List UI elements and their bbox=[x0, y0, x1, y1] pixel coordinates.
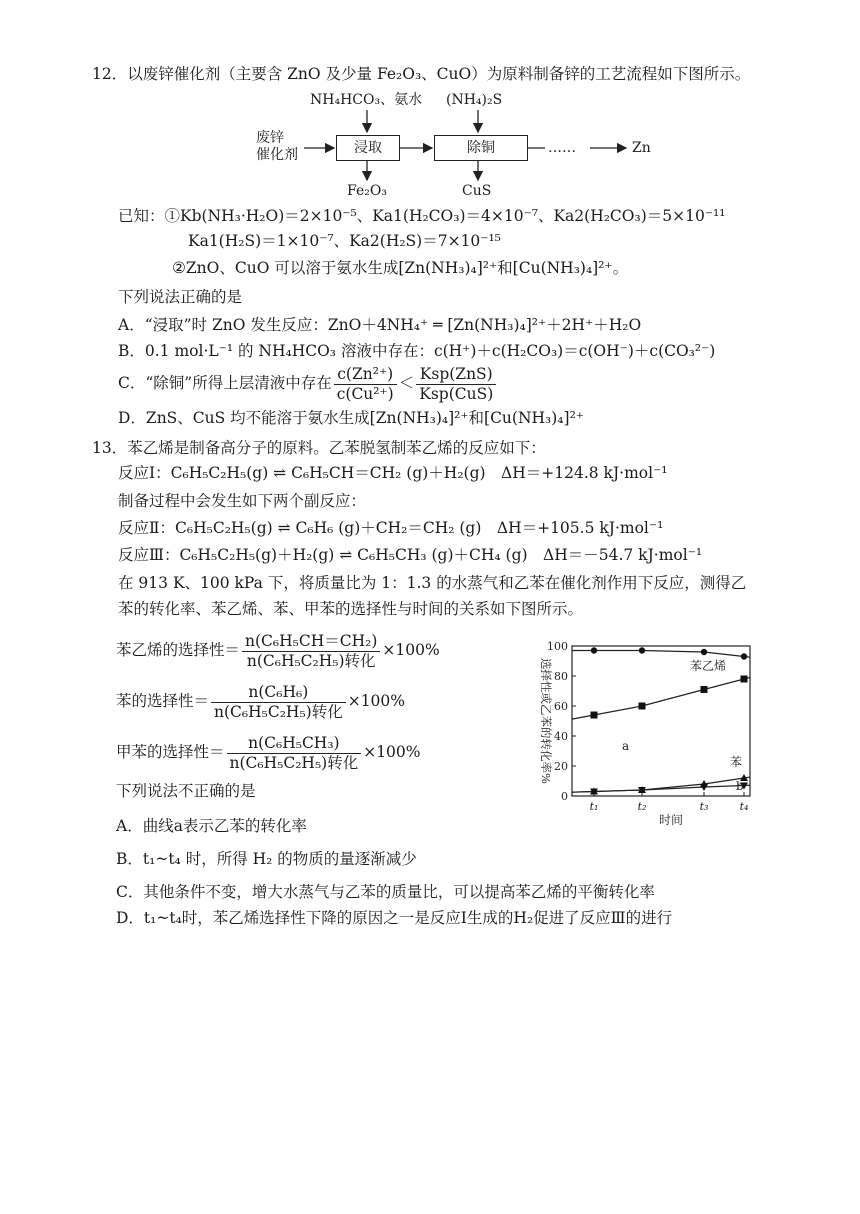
flow-output-1: Fe₂O₃ bbox=[347, 183, 387, 199]
data-point-styrene bbox=[741, 653, 747, 659]
flow-step-copper-removal: 除铜 bbox=[434, 135, 528, 161]
q13-side-reactions: 制备过程中会发生如下两个副反应： bbox=[118, 492, 367, 510]
y-tick-label: 20 bbox=[554, 760, 568, 773]
q13-option-c: C．其他条件不变，增大水蒸气与乙苯的质量比，可以提高苯乙烯的平衡转化率 bbox=[116, 883, 655, 901]
flow-input-line1: 废锌 bbox=[256, 130, 284, 146]
q12-prompt: 下列说法正确的是 bbox=[118, 288, 243, 306]
data-point-a bbox=[741, 676, 748, 683]
data-point-styrene bbox=[591, 647, 597, 653]
series-label-b: b bbox=[736, 779, 744, 793]
data-point-a bbox=[591, 712, 598, 719]
flow-reagent-2: (NH₄)₂S bbox=[446, 92, 503, 108]
q13-option-b: B．t₁~t₄ 时，所得 H₂ 的物质的量逐渐减少 bbox=[116, 850, 417, 868]
series-line-1 bbox=[572, 677, 750, 719]
series-line-0 bbox=[572, 651, 750, 658]
series-line-2 bbox=[572, 777, 750, 792]
q12-option-c-frac2: $\frac{\text{Ksp(ZnS)}}{\text{Ksp(CuS)}}$ bbox=[416, 365, 496, 404]
y-tick-label: 80 bbox=[554, 670, 568, 683]
q12-option-c-operator: ＜ bbox=[398, 374, 415, 392]
data-point-a bbox=[639, 703, 646, 710]
flow-dots: …… bbox=[548, 140, 576, 156]
q12-option-a: A．“浸取”时 ZnO 发生反应：ZnO＋4NH₄⁺ ═ [Zn(NH₃)₄]²⁺＋2H⁺＋H₂O bbox=[118, 316, 642, 334]
x-tick-label: t₄ bbox=[739, 800, 749, 813]
q12-option-c-frac1: $\frac{\text{c(Zn²⁺)}}{\text{c(Cu²⁺)}}$ bbox=[334, 365, 397, 404]
q12-known-1b: Ka1(H₂S)＝1×10⁻⁷、Ka2(H₂S)＝7×10⁻¹⁵ bbox=[188, 232, 501, 250]
q12-known-1a: 已知：①Kb(NH₃·H₂O)＝2×10⁻⁵、Ka1(H₂CO₃)＝4×10⁻⁷、Ka2(H₂CO₃)＝5×10⁻¹¹ bbox=[118, 207, 726, 225]
data-point-styrene bbox=[701, 649, 707, 655]
q13-option-a: A．曲线a表示乙苯的转化率 bbox=[116, 817, 307, 835]
series-label-styrene: 苯乙烯 bbox=[690, 659, 727, 673]
y-tick-label: 100 bbox=[547, 640, 568, 653]
flow-input-line2: 催化剂 bbox=[256, 147, 298, 163]
x-axis-label: 时间 bbox=[658, 813, 684, 827]
q13-stem: 13．苯乙烯是制备高分子的原料。乙苯脱氢制苯乙烯的反应如下： bbox=[92, 439, 546, 457]
flow-product: Zn bbox=[632, 140, 651, 156]
q13-condition-2: 苯的转化率、苯乙烯、苯、甲苯的选择性与时间的关系如下图所示。 bbox=[118, 600, 584, 618]
q13-reaction-1: 反应Ⅰ：C₆H₅C₂H₅(g) ⇌ C₆H₅CH＝CH₂ (g)＋H₂(g) ΔH＝+124.8 kJ·mol⁻¹ bbox=[118, 464, 668, 482]
series-label-a: a bbox=[622, 739, 630, 753]
flow-reagent-1: NH₄HCO₃、氨水 bbox=[310, 92, 423, 108]
q12-known-2: ②ZnO、CuO 可以溶于氨水生成[Zn(NH₃)₄]²⁺和[Cu(NH₃)₄]²⁺。 bbox=[172, 259, 629, 277]
flow-output-2: CuS bbox=[462, 183, 492, 199]
y-axis-label: 选择性或乙苯的转化率% bbox=[539, 658, 553, 784]
q12-option-b: B．0.1 mol·L⁻¹ 的 NH₄HCO₃ 溶液中存在：c(H⁺)＋c(H₂CO₃)＝c(OH⁻)＋c(CO₃²⁻) bbox=[118, 342, 716, 360]
series-label-benzene: 苯 bbox=[730, 755, 743, 769]
q13-option-d: D．t₁~t₄时，苯乙烯选择性下降的原因之一是反应Ⅰ生成的H₂促进了反应Ⅲ的进行 bbox=[116, 909, 673, 927]
q13-selectivity-benzene: 苯的选择性＝ $\frac{\text{n(C₆H₆)}}{\text{n(C₆H₅C₂H₅)转化}}$ ×100% bbox=[116, 682, 406, 721]
flow-step-leach: 浸取 bbox=[336, 135, 400, 161]
q13-selectivity-styrene: 苯乙烯的选择性＝ $\frac{\text{n(C₆H₅CH＝CH₂)}}{\text{n(C₆H₅C₂H₅)转化}}$ ×100% bbox=[116, 631, 440, 670]
data-point-styrene bbox=[639, 647, 645, 653]
q12-option-c bbox=[118, 362, 498, 404]
data-point-a bbox=[701, 686, 708, 693]
selectivity-chart bbox=[520, 632, 790, 832]
q13-condition-1: 在 913 K、100 kPa 下，将质量比为 1：1.3 的水蒸气和乙苯在催化剂作用下反应，测得乙 bbox=[118, 574, 747, 592]
q12-option-d: D．ZnS、CuS 均不能溶于氨水生成[Zn(NH₃)₄]²⁺和[Cu(NH₃)₄]²⁺ bbox=[118, 409, 584, 427]
q12-option-c-text: C．“除铜”所得上层清液中存在 bbox=[118, 374, 332, 392]
x-tick-label: t₃ bbox=[699, 800, 709, 813]
q13-reaction-3: 反应Ⅲ：C₆H₅C₂H₅(g)＋H₂(g) ⇌ C₆H₅CH₃ (g)＋CH₄ (g) ΔH＝－54.7 kJ·mol⁻¹ bbox=[118, 546, 703, 564]
x-tick-label: t₂ bbox=[637, 800, 647, 813]
y-tick-label: 0 bbox=[561, 790, 568, 803]
y-tick-label: 40 bbox=[554, 730, 568, 743]
x-tick-label: t₁ bbox=[589, 800, 599, 813]
q12-stem: 12．以废锌催化剂（主要含 ZnO 及少量 Fe₂O₃、CuO）为原料制备锌的工艺流程如下图所示。 bbox=[92, 65, 751, 83]
series-line-3 bbox=[572, 785, 750, 792]
q13-prompt: 下列说法不正确的是 bbox=[116, 782, 256, 800]
y-tick-label: 60 bbox=[554, 700, 568, 713]
q13-selectivity-toluene: 甲苯的选择性＝ $\frac{\text{n(C₆H₅CH₃)}}{\text{n(C₆H₅C₂H₅)转化}}$ ×100% bbox=[116, 733, 421, 772]
flow-arrows bbox=[0, 0, 860, 210]
q13-reaction-2: 反应Ⅱ：C₆H₅C₂H₅(g) ⇌ C₆H₆ (g)＋CH₂＝CH₂ (g) ΔH＝+105.5 kJ·mol⁻¹ bbox=[118, 519, 664, 537]
